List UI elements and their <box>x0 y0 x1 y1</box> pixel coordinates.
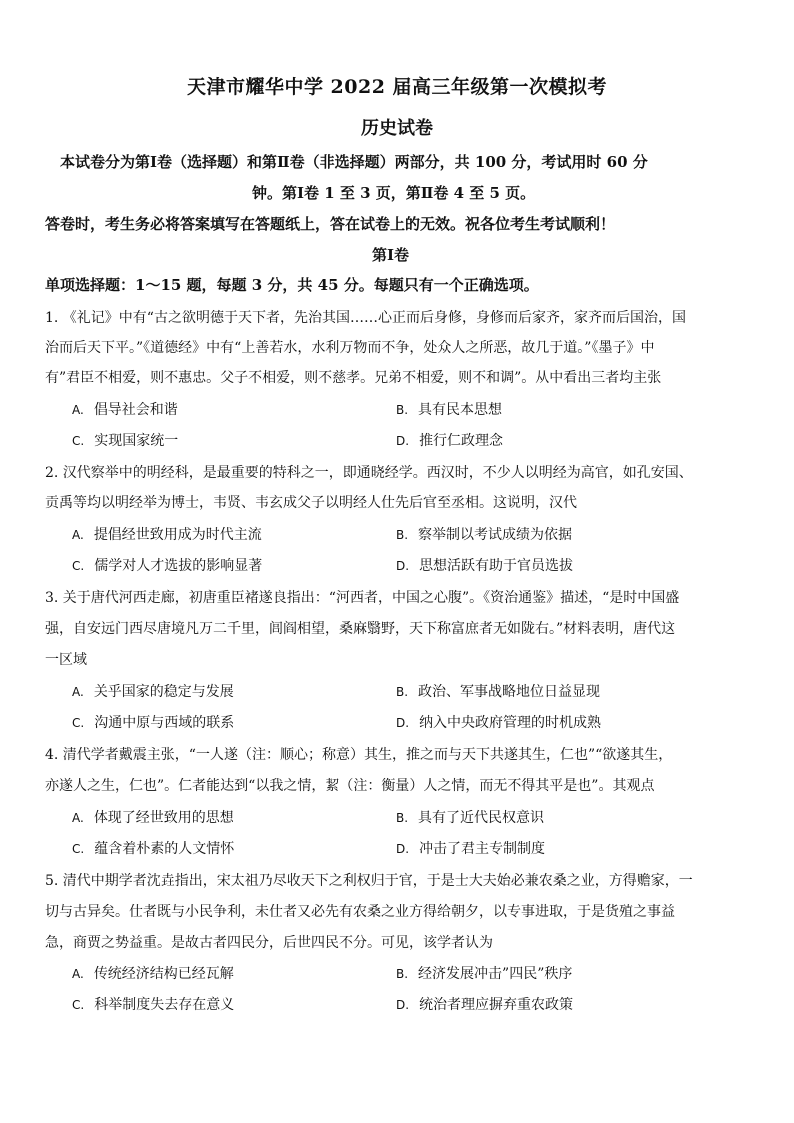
q3-option-c[interactable] <box>72 712 234 732</box>
option-key: D. <box>396 434 410 448</box>
q1-line-1: 1. 《礼记》中有“古之欲明德于天下者，先治其国……心正而后身修，身修而后家齐，家齐而后国治，国 <box>45 310 686 326</box>
q4-line-1: 4. 清代学者戴震主张，“一人遂（注：顺心；称意）其生，推之而与天下共遂其生，仁也”“欲遂其生， <box>45 747 673 763</box>
section-heading: 第Ⅰ卷 <box>372 246 410 264</box>
q1-option-a[interactable] <box>72 399 178 419</box>
q2-option-a[interactable] <box>72 524 262 544</box>
option-text: 传统经济结构已经瓦解 <box>93 966 234 982</box>
intro-line-1: 本试卷分为第Ⅰ卷（选择题）和第Ⅱ卷（非选择题）两部分，共 100 分，考试用时 60 分 <box>60 153 648 171</box>
option-key: C. <box>72 559 85 573</box>
option-key: B. <box>396 403 409 417</box>
option-text: 倡导社会和谐 <box>93 402 178 418</box>
q1-line-3: 有”君臣不相爱，则不惠忠。父子不相爱，则不慈孝。兄弟不相爱，则不和调”。从中看出三者均主张 <box>45 370 662 386</box>
option-text: 统治者理应摒弃重农政策 <box>419 997 574 1013</box>
option-key: D. <box>396 716 410 730</box>
option-key: B. <box>396 811 409 825</box>
q2-option-d[interactable] <box>396 555 573 575</box>
option-key: B. <box>396 685 409 699</box>
q5-line-2: 切与古异矣。仕者既与小民争利，未仕者又必先有农桑之业方得给朝夕，以专事进取，于是货殖之事益 <box>45 904 675 920</box>
option-text: 冲击了君主专制制度 <box>419 841 546 857</box>
q5-option-a[interactable] <box>72 963 234 983</box>
q2-option-c[interactable] <box>72 555 262 575</box>
q3-line-2: 强，自安远门西尽唐境凡万二千里，闾阎相望，桑麻翳野，天下称富庶者无如陇右。”材料表明，唐代这 <box>45 621 676 637</box>
exam-title: 天津市耀华中学 2022 届高三年级第一次模拟考 <box>186 76 608 98</box>
option-text: 推行仁政理念 <box>419 433 504 449</box>
q2-option-b[interactable] <box>396 524 572 544</box>
option-key: C. <box>72 842 85 856</box>
option-text: 科举制度失去存在意义 <box>94 997 235 1013</box>
q5-option-b[interactable] <box>396 963 572 983</box>
q3-option-d[interactable] <box>396 712 601 732</box>
q4-option-b[interactable] <box>396 807 544 827</box>
q5-option-d[interactable] <box>396 994 573 1014</box>
option-key: C. <box>72 998 85 1012</box>
q5-option-c[interactable] <box>72 994 234 1014</box>
option-text: 体现了经世致用的思想 <box>93 810 234 826</box>
q1-line-2: 治而后天下平。”《道德经》中有“上善若水，水利万物而不争，处众人之所恶，故几于道。”《墨子》中 <box>45 340 655 356</box>
option-key: C. <box>72 716 85 730</box>
option-text: 沟通中原与西域的联系 <box>94 715 235 731</box>
option-text: 实现国家统一 <box>94 433 179 449</box>
option-key: B. <box>396 967 409 981</box>
option-key: A. <box>72 685 84 699</box>
intro-line-3: 答卷时，考生务必将答案填写在答题纸上，答在试卷上的无效。祝各位考生考试顺利！ <box>45 215 616 233</box>
q4-option-a[interactable] <box>72 807 234 827</box>
option-key: D. <box>396 559 410 573</box>
q5-line-3: 急，商贾之势益重。是故古者四民分，后世四民不分。可见，该学者认为 <box>45 935 493 951</box>
intro-line-2: 钟。第Ⅰ卷 1 至 3 页，第Ⅱ卷 4 至 5 页。 <box>252 184 536 202</box>
q1-option-c[interactable] <box>72 430 178 450</box>
question-instruction: 单项选择题：1～15 题，每题 3 分，共 45 分。每题只有一个正确选项。 <box>45 276 539 294</box>
option-text: 具有了近代民权意识 <box>418 810 545 826</box>
option-key: A. <box>72 811 84 825</box>
q3-line-3: 一区域 <box>45 652 87 668</box>
option-key: B. <box>396 528 409 542</box>
option-text: 关乎国家的稳定与发展 <box>93 684 234 700</box>
option-text: 纳入中央政府管理的时机成熟 <box>419 715 602 731</box>
option-key: A. <box>72 403 84 417</box>
q1-option-b[interactable] <box>396 399 502 419</box>
q3-option-b[interactable] <box>396 681 600 701</box>
q2-line-2: 贡禹等均以明经举为博士，韦贤、韦玄成父子以明经人仕先后官至丞相。这说明，汉代 <box>45 495 577 511</box>
option-key: A. <box>72 967 84 981</box>
option-text: 思想活跃有助于官员选拔 <box>419 558 574 574</box>
option-key: D. <box>396 842 410 856</box>
q1-option-d[interactable] <box>396 430 503 450</box>
q3-line-1: 3. 关于唐代河西走廊，初唐重臣褚遂良指出：“河西者，中国之心腹”。《资治通鉴》描述，“是时中国盛 <box>45 590 680 606</box>
exam-subject: 历史试卷 <box>361 118 433 139</box>
option-key: C. <box>72 434 85 448</box>
option-key: D. <box>396 998 410 1012</box>
option-text: 经济发展冲击”四民”秩序 <box>418 966 573 982</box>
q5-line-1: 5. 清代中期学者沈垚指出，宋太祖乃尽收天下之利权归于官，于是士大夫始必兼农桑之业，方得赡家，一 <box>45 873 693 889</box>
option-key: A. <box>72 528 84 542</box>
q4-option-d[interactable] <box>396 838 545 858</box>
option-text: 蕴含着朴素的人文情怀 <box>94 841 235 857</box>
q4-option-c[interactable] <box>72 838 234 858</box>
option-text: 儒学对人才选拔的影响显著 <box>94 558 263 574</box>
q4-line-2: 亦遂人之生，仁也”。仁者能达到“以我之情，絜（注：衡量）人之情，而无不得其平是也”。其观点 <box>45 778 655 794</box>
q2-line-1: 2. 汉代察举中的明经科，是最重要的特科之一，即通晓经学。西汉时，不少人以明经为高官，如孔安国、 <box>45 465 693 481</box>
option-text: 察举制以考试成绩为依据 <box>418 527 573 543</box>
option-text: 具有民本思想 <box>418 402 503 418</box>
q3-option-a[interactable] <box>72 681 234 701</box>
option-text: 政治、军事战略地位日益显现 <box>418 684 601 700</box>
option-text: 提倡经世致用成为时代主流 <box>93 527 262 543</box>
